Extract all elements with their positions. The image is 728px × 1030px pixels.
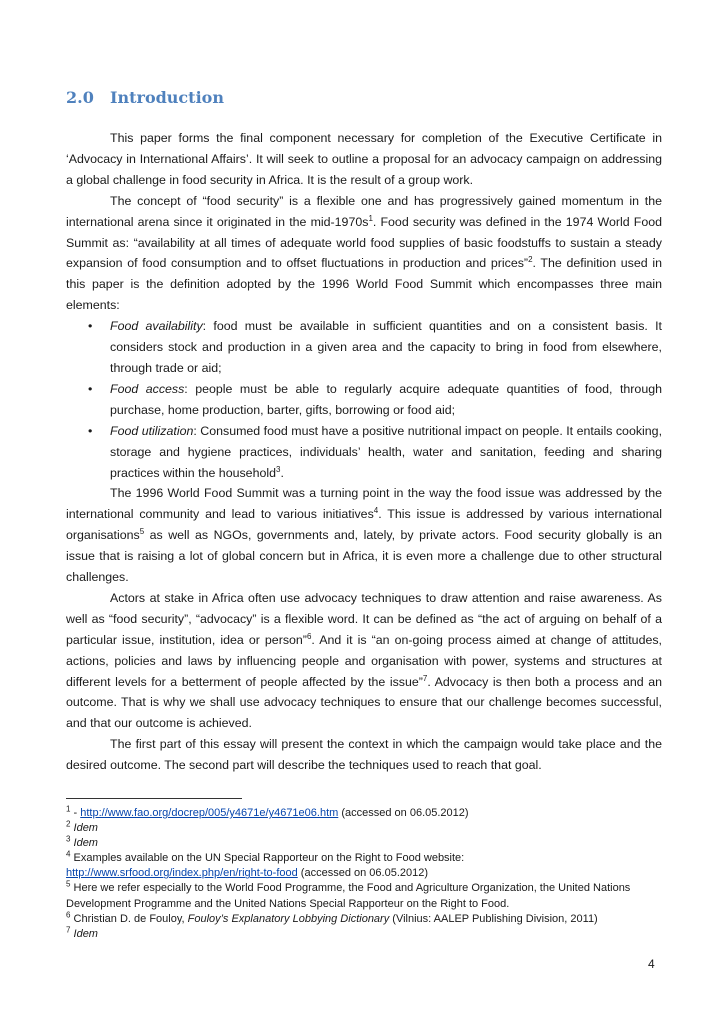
section-number: 2.0 xyxy=(66,88,94,107)
footnote-separator xyxy=(66,798,242,799)
paragraph-4: Actors at stake in Africa often use advocacy techniques to draw attention and raise awareness. As well as “food security”, “advocacy” is a flexible word. It can be defined as “the act of arguing on behalf of a particular issue, institution, idea or person”$^6$. And it is “an on-going process aimed at change of attitudes, actions, policies and laws by influencing people and organisation with power, systems and structures at different levels for a betterment of people affected by the issue”$^7$. Advocacy is then both a process and an outcome. That is why we shall use advocacy techniques to ensure that our challenge becomes successful, and that our outcome is achieved. xyxy=(66,590,663,731)
footnote-ref-1: 1 xyxy=(368,213,373,223)
section-title: Introduction xyxy=(110,88,224,107)
footnote-2: $^2$ Idem xyxy=(66,819,98,835)
footnote-ref-2: 2 xyxy=(528,255,533,265)
footnote-ref-5: 5 xyxy=(139,527,145,537)
list-item: • Food utilization: Consumed food must have a positive nutritional impact on people. It entails cooking, storage and hygiene practices, individuals’ health, water and sanitation, feeding and sharing practices within the household$^3$. xyxy=(66,421,662,484)
footnote-3: $^3$ Idem xyxy=(66,834,98,850)
paragraph-1: This paper forms the final component necessary for completion of the Executive Certificate in ‘Advocacy in International Affairs’. It will seek to outline a proposal for an advocacy campaign on addressing a global challenge in food security in Africa. It is the result of a group work. xyxy=(66,131,662,187)
bullet-icon: • xyxy=(88,423,93,438)
bullet-icon: • xyxy=(88,319,93,334)
footnote-7: $^7$ Idem xyxy=(66,925,98,940)
footnotes xyxy=(66,806,666,942)
list-item: • Food access: people must be able to regularly acquire adequate quantities of food, through purchase, home production, barter, gifts, borrowing or food aid; xyxy=(66,379,662,421)
body-text xyxy=(66,128,662,776)
footnote-6: $^6$ Christian D. de Fouloy, Fouloy’s Explanatory Lobbying Dictionary (Vilnius: AALEP Publishing Division, 2011) xyxy=(66,910,598,925)
footnote-4: $^4$ Examples available on the UN Special Rapporteur on the Right to Food website: http://www.srfood.org/index.php/en/right-to-food (accessed on 06.05.2012) xyxy=(66,849,465,880)
page-number: 4 xyxy=(648,957,655,971)
elements-list xyxy=(66,316,662,483)
footnote-ref-4: 4 xyxy=(373,506,379,516)
footnote-ref-7: 7 xyxy=(422,673,428,683)
paragraph-3: The 1996 World Food Summit was a turning point in the way the food issue was addressed by the international community and lead to various initiatives$^4$. This issue is addressed by various international organisations$^5$ as well as NGOs, governments and, lately, by private actors. Food security globally is an issue that is raising a lot of global concern but in Africa, it is even more a challenge due to other structural challenges. xyxy=(66,486,662,585)
paragraph-5: The first part of this essay will present the context in which the campaign would take place and the desired outcome. The second part will describe the techniques used to reach that goal. xyxy=(66,737,662,773)
footnote-ref-6: 6 xyxy=(306,631,312,641)
footnote-ref-3: 3 xyxy=(276,464,281,474)
footnote-1: $^1$ - http://www.fao.org/docrep/005/y4671e/y4671e06.htm (accessed on 06.05.2012) xyxy=(66,804,469,819)
list-item: • Food availability: food must be available in sufficient quantities and on a consistent basis. It considers stock and production in a given area and the capacity to bring in food from elsewhere, through trade or aid; xyxy=(66,316,662,379)
srfood-link[interactable]: http://www.srfood.org/index.php/en/right-to-food xyxy=(66,867,298,880)
fao-link[interactable]: http://www.fao.org/docrep/005/y4671e/y4671e06.htm xyxy=(80,807,339,819)
bullet-icon: • xyxy=(88,381,93,396)
footnote-5: $^5$ Here we refer especially to the World Food Programme, the Food and Agriculture Organization, the United Nations Development Programme and the United Nations Special Rapporteur on the Right to Food. xyxy=(66,879,631,910)
paragraph-2: The concept of “food security” is a flexible one and has progressively gained momentum in the international arena since it originated in the mid-$1970s^1$. Food security was defined in the 1974 World Food Summit as: “availability at all times of adequate world food supplies of basic foodstuffs to sustain a steady expansion of food consumption and to offset fluctuations in production and prices”$^2$. The definition used in this paper is the definition adopted by the 1996 World Food Summit which encompasses three main elements: xyxy=(66,193,663,313)
section-heading xyxy=(66,88,224,107)
